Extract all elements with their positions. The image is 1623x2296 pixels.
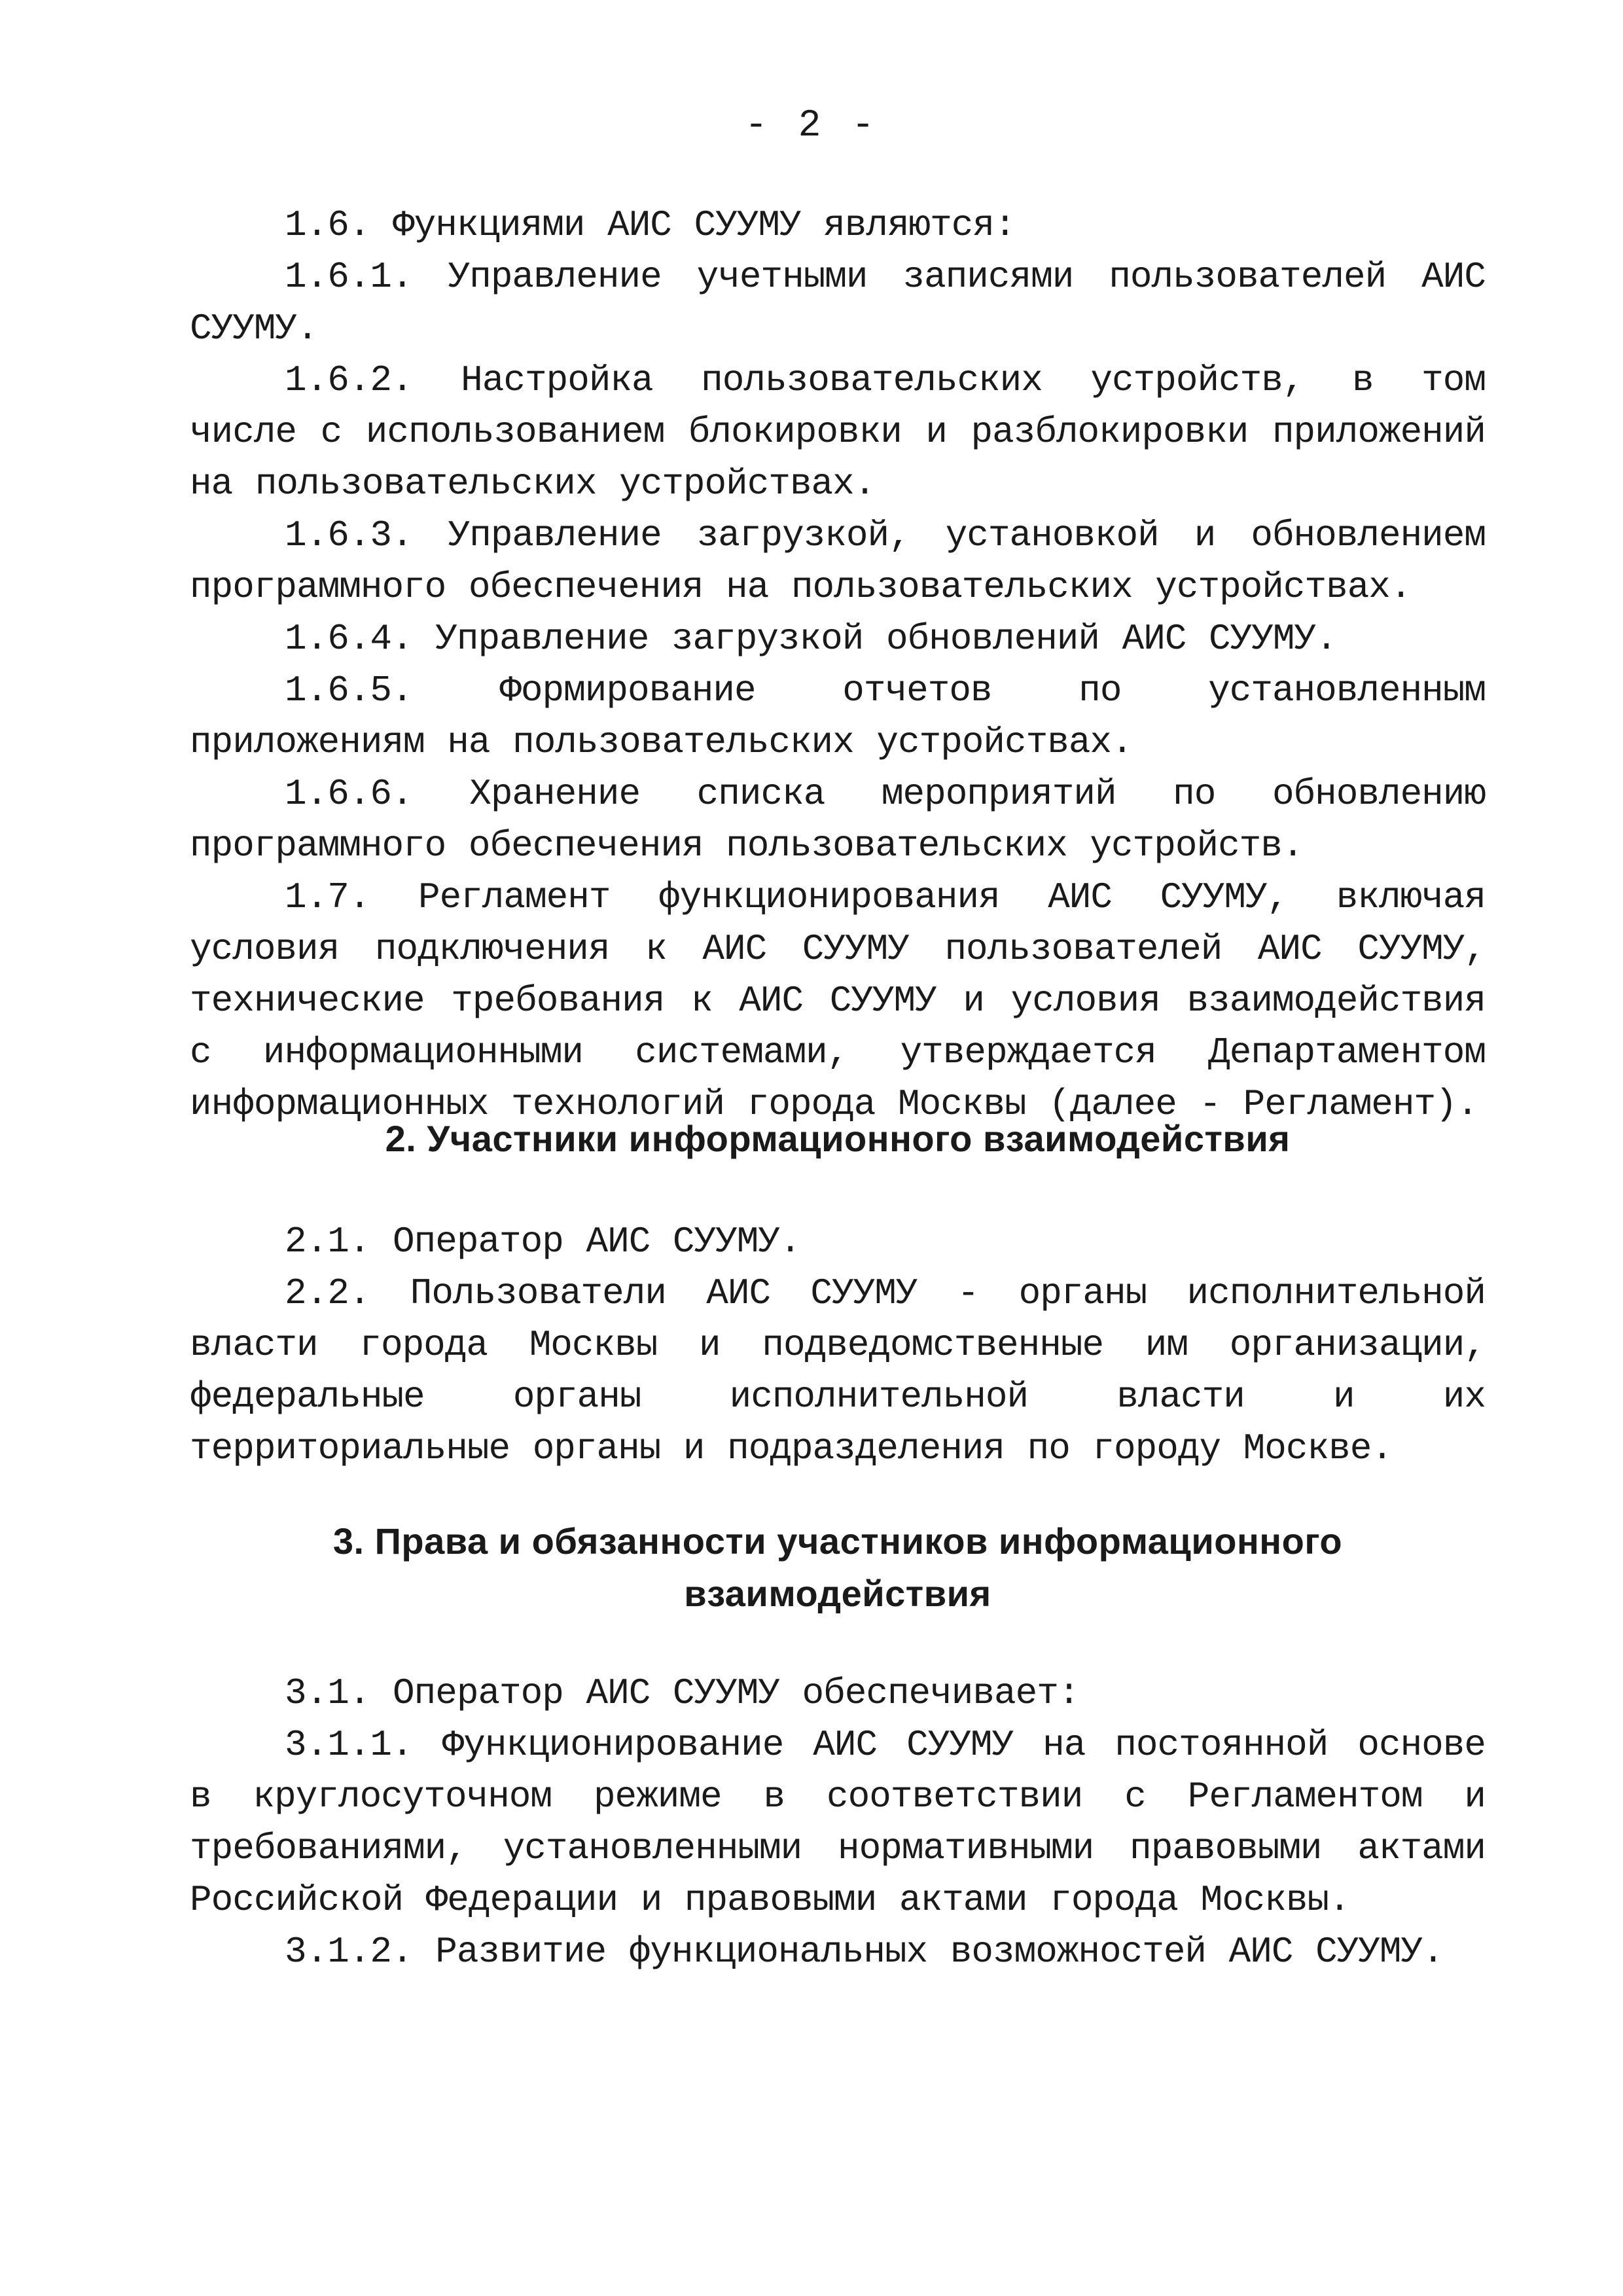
paragraph-1-6: 1.6. Функциями АИС СУУМУ являются:	[285, 204, 1016, 246]
section-2-body	[190, 1216, 1486, 1475]
section-3-heading	[190, 1515, 1486, 1620]
paragraph-3-1-2: 3.1.2. Развитие функциональных возможностей АИС СУУМУ.	[285, 1931, 1444, 1973]
paragraph-1-6-5: 1.6.5. Формирование отчетов по установленным приложениям на пользовательских устройствах.	[190, 670, 1486, 763]
paragraph-2-2: 2.2. Пользователи АИС СУУМУ - органы исполнительной власти города Москвы и подведомственные им организации, федеральные органы исполнительной власти и их территориальные органы и подразделения по городу Москве.	[190, 1272, 1486, 1469]
paragraph-1-6-1: 1.6.1. Управление учетными записями пользователей АИС СУУМУ.	[190, 256, 1486, 350]
paragraph-1-6-3: 1.6.3. Управление загрузкой, установкой и обновлением программного обеспечения на пользовательских устройствах.	[190, 514, 1486, 608]
paragraph-3-1-1: 3.1.1. Функционирование АИС СУУМУ на постоянной основе в круглосуточном режиме в соответствии с Регламентом и требованиями, установленными нормативными правовыми актами Российской Федерации и правовыми актами города Москвы.	[190, 1724, 1486, 1921]
section-3-heading-line-1: 3. Права и обязанности участников информационного	[332, 1520, 1343, 1562]
section-3-body	[190, 1668, 1486, 1978]
paragraph-3-1: 3.1. Оператор АИС СУУМУ обеспечивает:	[285, 1672, 1080, 1714]
paragraph-1-6-4: 1.6.4. Управление загрузкой обновлений АИС СУУМУ.	[285, 618, 1337, 660]
paragraph-1-7: 1.7. Регламент функционирования АИС СУУМУ, включая условия подключения к АИС СУУМУ пользователей АИС СУУМУ, технические требования к АИС СУУМУ и условия взаимодействия с информационными системами, утверждается Департаментом информационных технологий города Москвы (далее - Регламент).	[190, 876, 1486, 1125]
paragraph-1-6-6: 1.6.6. Хранение списка мероприятий по обновлению программного обеспечения пользовательских устройств.	[190, 773, 1486, 867]
paragraph-2-1: 2.1. Оператор АИС СУУМУ.	[285, 1221, 801, 1263]
page-number: - 2 -	[744, 105, 879, 147]
section-2-heading: 2. Участники информационного взаимодействия	[385, 1118, 1291, 1159]
section-3-heading-line-2: взаимодействия	[684, 1573, 991, 1614]
paragraph-1-6-2: 1.6.2. Настройка пользовательских устройств, в том числе с использованием блокировки и разблокировки приложений на пользовательских устройствах.	[190, 359, 1486, 505]
section-1-continuation	[190, 200, 1486, 1130]
